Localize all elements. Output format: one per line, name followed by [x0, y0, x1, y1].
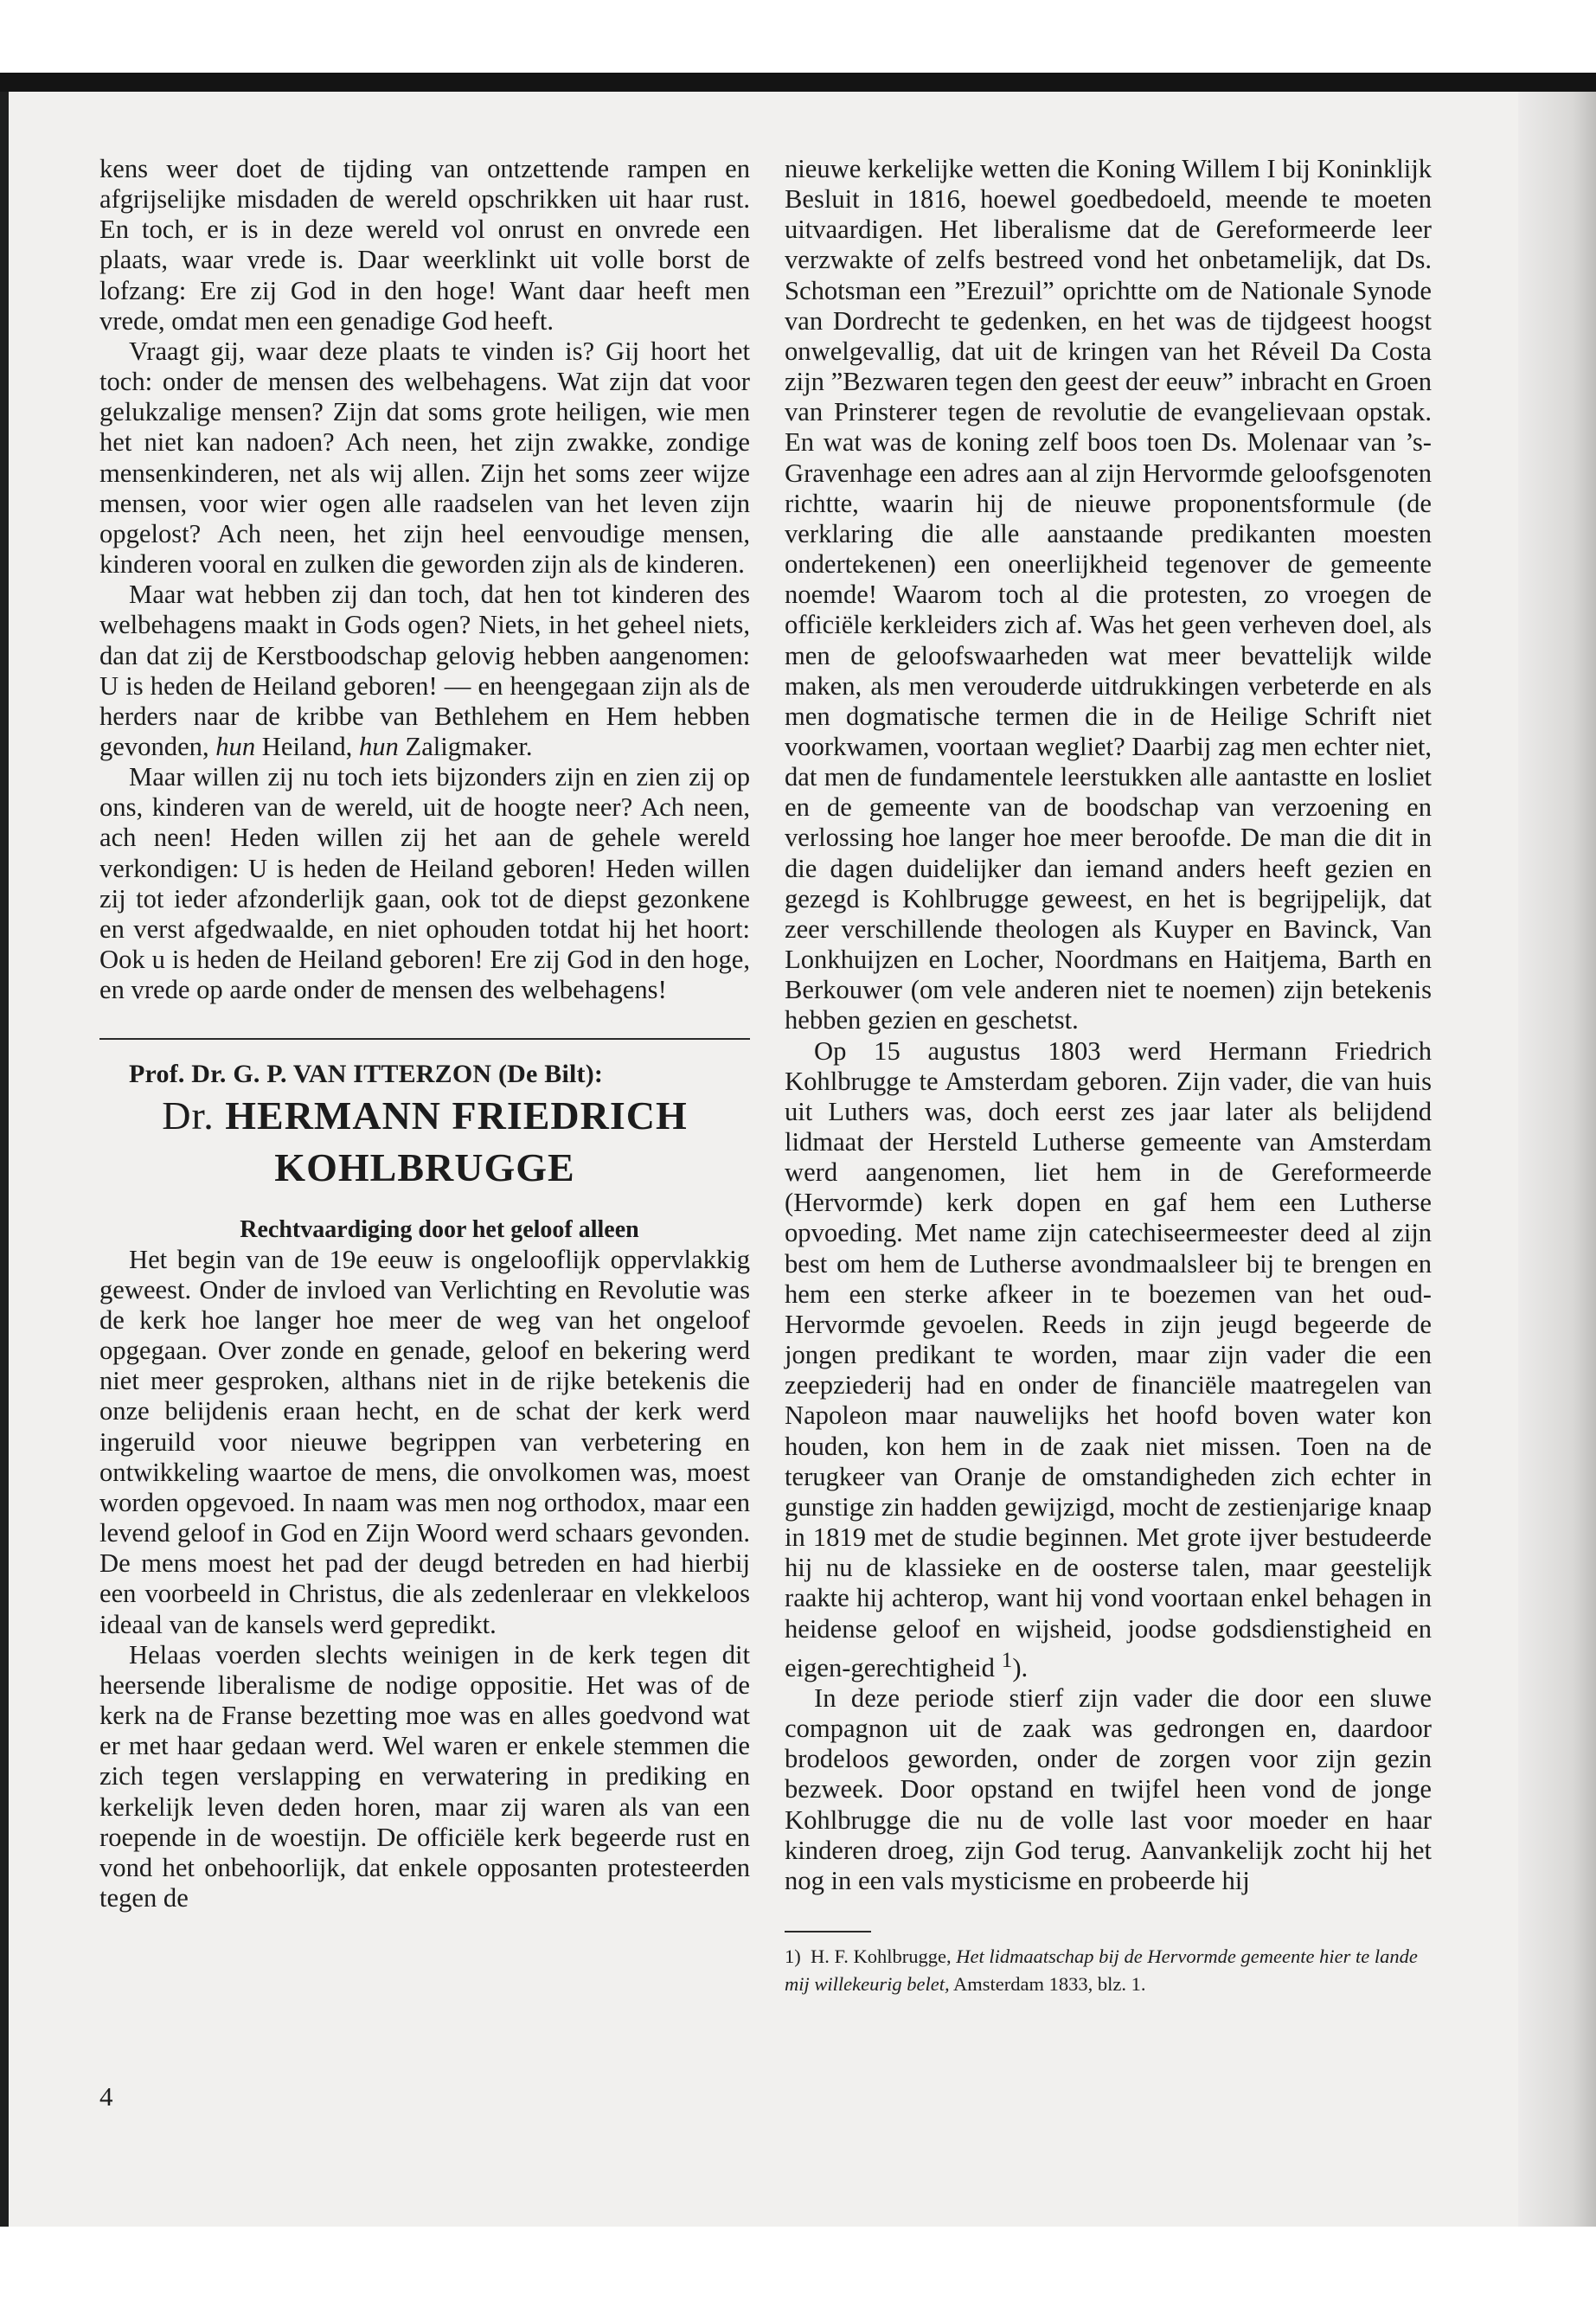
- article-paragraph-1: Het begin van de 19e eeuw is ongelooflijk oppervlakkig geweest. Onder de invloed van Verlichting en Revolutie was de kerk hoe langer hoe meer de weg van het ongeloof opgegaan. Over zonde en genade, geloof en bekering werd niet meer gesproken, althans niet in de rijke betekenis die onze belijdenis eraan hecht, en de schat der kerk werd ingeruild voor nieuwe begrippen van verbetering en ontwikkeling waartoe de mens, die onvolkomen was, moest worden opgevoed. In naam was men nog orthodox, maar een levend geloof in God en Zijn Woord werd schaars gevonden. De mens moest het pad der deugd betreden en had hierbij een voorbeeld in Christus, die als zedenleraar en vlekkeloos ideaal van de kansels werd gepredikt.: [99, 1244, 750, 1639]
- intro-paragraph-3-end: Zaligmaker.: [405, 731, 533, 761]
- intro-paragraph-3-mid: Heiland,: [261, 731, 353, 761]
- right-paragraph-3: In deze periode stierf zijn vader die door een sluwe compagnon uit de zaak was gedrongen en, daardoor brodeloos geworden, onder de zorgen voor zijn gezin bezweek. Door opstand en twijfel heen vond de jonge Kohlbrugge die nu de volle last voor moeder en haar kinderen droeg, zijn God terug. Aanvankelijk zocht hij het nog in een vals mysticisme en probeerde hij: [785, 1683, 1432, 1895]
- page-binding-shadow: [1518, 92, 1596, 2227]
- footnote-title: Het lidmaatschap bij de Hervormde gemeente hier te lande mij willekeurig belet,: [785, 1945, 1418, 1996]
- article-author: Prof. Dr. G. P. VAN ITTERZON (De Bilt):: [129, 1060, 604, 1089]
- article-paragraph-2: Helaas voerden slechts weinigen in de kerk tegen dit heersende liberalisme de nodige oppositie. Het was of de kerk na de Franse bezetting moe was en alles goedvond wat er met haar gedaan werd. Wel waren er enkele stemmen die zich tegen verslapping en verwatering in prediking en kerkelijk leven deden horen, maar zij waren als van een roepende in de woestijn. De officiële kerk begeerde rust en vond het onbehoorlijk, dat enkele opposanten protesteerden tegen de: [99, 1639, 750, 1913]
- left-column: [99, 154, 750, 1913]
- intro-paragraph-1: kens weer doet de tijding van ontzettende rampen en afgrijselijke misdaden de wereld opschrikken uit haar rust. En toch, er is in deze wereld vol onrust en onvrede een plaats, waar vrede is. Daar weerklinkt uit volle borst de lofzang: Ere zij God in den hoge! Want daar heeft men vrede, omdat men een genadige God heeft.: [99, 154, 750, 336]
- scan-top-margin: [0, 0, 1596, 76]
- intro-paragraph-2: Vraagt gij, waar deze plaats te vinden is? Gij hoort het toch: onder de mensen des welbehagens. Wat zijn dat voor gelukzalige mensen? Zijn dat soms grote heiligen, wie men het niet kan nadoen? Ach neen, het zijn zwakke, zondige mensenkinderen, net als wij allen. Zijn het soms zeer wijze mensen, voor wier ogen alle raadselen van het leven zijn opgelost? Ach neen, het zijn heel eenvoudige mensen, kinderen vooral en zulken die geworden zijn als de kinderen.: [99, 336, 750, 580]
- scan-bottom-margin: [0, 2227, 1596, 2301]
- intro-paragraph-3-text: Maar wat hebben zij dan toch, dat hen tot kinderen des welbehagens maakt in Gods ogen? Niets, in het geheel niets, dan dat zij de Kerstboodschap gelovig hebben aangenomen: U is heden de Heiland geboren! — en heengegaan zijn als de herders naar de kribbe van Bethlehem en Hem hebben gevonden,: [99, 580, 750, 761]
- scan-top-border: [0, 73, 1596, 92]
- right-paragraph-2-text: Op 15 augustus 1803 werd Hermann Friedrich Kohlbrugge te Amsterdam geboren. Zijn vader, die van huis uit Luthers was, doch eerst zes jaar later als belijdend lidmaat der Hersteld Lutherse gemeente van Amsterdam werd aangenomen, liet hem in de Gereformeerde (Hervormde) kerk dopen en gaf hem een Lutherse opvoeding. Met name zijn catechiseermeester deed al zijn best om hem de Lutherse avondmaalsleer bij te brengen en hem een sterke afkeer in te boezemen van het oud-Hervormde gevoelen. Reeds in zijn jeugd begeerde de jongen predikant te worden, maar zijn vader die een zeepziederij had en onder de financiële maatregelen van Napoleon maar nauwelijks het hoofd boven water kon houden, kon hem in de zaak niet missen. Toen na de terugkeer van Oranje de omstandigheden zich echter in gunstige zin hadden gewijzigd, mocht de zestienjarige knaap in 1819 met de studie beginnen. Met grote ijver bestudeerde hij nu de klassieke en de oosterse talen, maar geestelijk raakte hij achterop, want hij vond voortaan enkel behagen in heidense geloof en wijsheid, joodse godsdienstigheid en eigen-gerechtigheid: [785, 1035, 1432, 1682]
- article-title-line-2: KOHLBRUGGE: [274, 1144, 575, 1189]
- right-paragraph-2-tail: ).: [1012, 1652, 1029, 1682]
- right-column: [785, 154, 1432, 1998]
- footnote-divider: [785, 1931, 871, 1932]
- article-title-line-1: HERMANN FRIEDRICH: [225, 1093, 688, 1138]
- scan-left-edge: [0, 92, 9, 2227]
- footnote-author: H. F. Kohlbrugge,: [811, 1945, 952, 1968]
- intro-paragraph-4: Maar willen zij nu toch iets bijzonders zijn en zien zij op ons, kinderen van de wereld, uit de hoogte neer? Ach neen, ach neen! Heden willen zij het aan de gehele wereld verkondigen: U is heden de Heiland geboren! Heden willen zij tot ieder afzonderlijk gaan, ook tot de diepst gezonkene en verst afgedwaalde, en niet ophouden totdat hij het hoort: Ook u is heden de Heiland geboren! Ere zij God in den hoge, en vrede op aarde onder de mensen des welbehagens!: [99, 762, 750, 1005]
- right-paragraph-1: nieuwe kerkelijke wetten die Koning Willem I bij Koninklijk Besluit in 1816, hoewel goedbedoeld, meende te moeten uitvaardigen. Het liberalisme dat de Gereformeerde leer verzwakte of zelfs bestreed vond het onbetamelijk, dat Ds. Schotsman een ”Erezuil” oprichtte om de Nationale Synode van Dordrecht te gedenken, en het was de tijdgeest hoogst onwelgevallig, dat uit de kringen van het Réveil Da Costa zijn ”Bezwaren tegen den geest der eeuw” inbracht en Groen van Prinsterer tegen de revolutie de evangelievaan opstak. En wat was de koning zelf boos toen Ds. Molenaar van ’s-Gravenhage een adres aan al zijn Hervormde geloofsgenoten richtte, waarin hij de nieuwe proponentsformule (de verklaring die alle aanstaande predikanten moesten ondertekenen) een oneerlijkheid tegenover de gemeente noemde! Waarom toch al die protesten, zo vroegen de officiële kerkleiders zich af. Was het geen verheven doel, als men de geloofswaarheden wat meer bevattelijk wilde maken, als men verouderde uitdrukkingen verbeterde en als men dogmatische termen die in de Heilige Schrift niet voorkwamen, voortaan wegliet? Daarbij zag men echter niet, dat men de fundamentele leerstukken alle aantastte en losliet en de gemeente van de boodschap van verzoening en verlossing hoe langer hoe meer beroofde. De man die dit in die dagen duidelijker dan iemand anders heeft gezien en gezegd is Kohlbrugge geweest, en het is begrijpelijk, dat zeer verschillende theologen als Kuyper en Bavinck, Van Lonkhuijzen en Locher, Noordmans en Haitjema, Barth en Berkouwer (om vele anderen niet te noemen) zijn betekenis hebben gezien en geschetst.: [785, 154, 1432, 1035]
- footnote-marker: 1): [785, 1945, 801, 1968]
- emphasis-hun-1: hun: [215, 731, 256, 761]
- intro-paragraph-3: [99, 580, 750, 762]
- article-subtitle: Rechtvaardiging door het geloof alleen: [240, 1215, 639, 1243]
- article-title-prefix: Dr.: [162, 1093, 215, 1138]
- section-divider: [99, 1038, 750, 1040]
- footnote-place: Amsterdam 1833, blz. 1.: [952, 1973, 1146, 1996]
- article-title: [99, 1090, 750, 1194]
- right-paragraph-2: [785, 1036, 1432, 1683]
- page-number: 4: [99, 2081, 113, 2112]
- footnote-reference: 1: [1001, 1646, 1013, 1672]
- emphasis-hun-2: hun: [358, 731, 399, 761]
- footnote: [785, 1943, 1432, 1998]
